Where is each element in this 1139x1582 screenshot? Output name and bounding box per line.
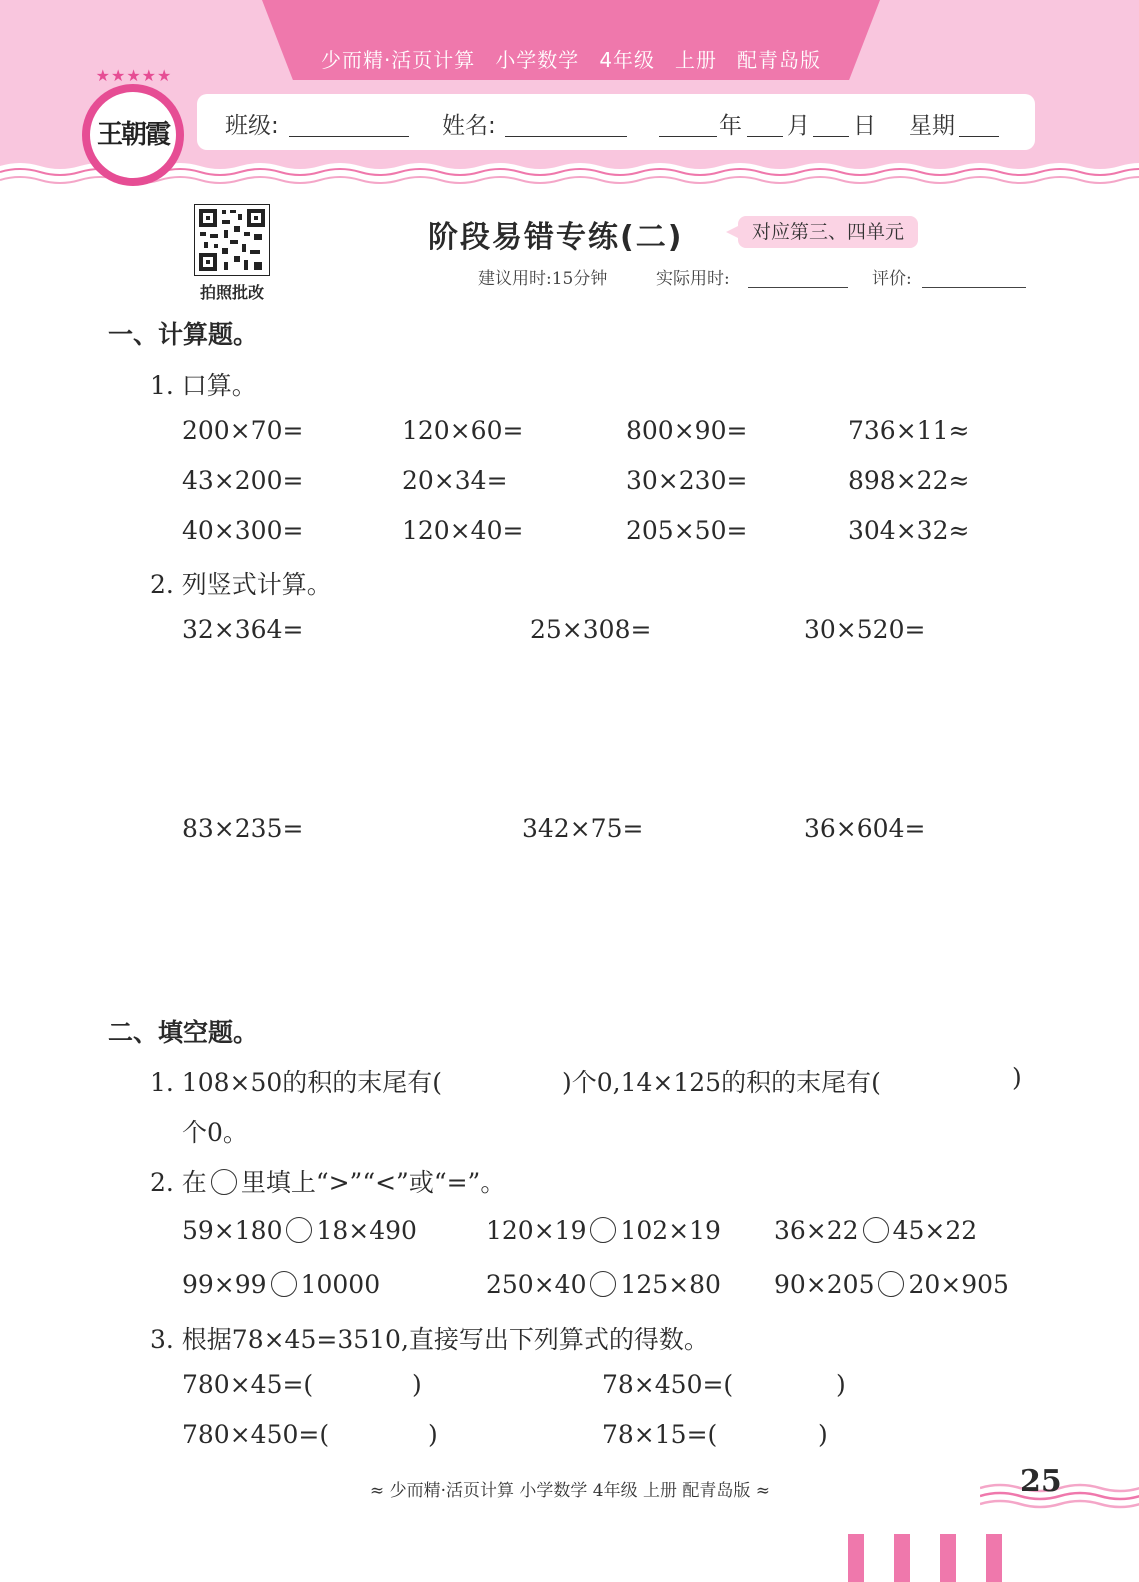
month-label: 月	[787, 113, 810, 139]
footer-stripe	[894, 1534, 910, 1582]
answer-problem: 78×15=(	[602, 1420, 718, 1449]
series-title-part: 小学数学	[495, 48, 580, 72]
fill-question-part: )	[1012, 1063, 1022, 1092]
compare-item	[774, 1216, 977, 1245]
footer-text: ≈ 少而精·活页计算 小学数学 4年级 上册 配青岛版 ≈	[369, 1481, 771, 1501]
compare-right: 45×22	[892, 1216, 978, 1245]
vertical-calc-problem: 30×520=	[804, 615, 926, 644]
week-field[interactable]	[959, 136, 999, 137]
series-title	[262, 44, 880, 73]
answer-close-paren: )	[836, 1370, 846, 1399]
answer-close-paren: )	[818, 1420, 828, 1449]
compare-item	[774, 1270, 1009, 1299]
series-title-part: 4年级	[599, 48, 656, 72]
footer-stripe	[986, 1534, 1002, 1582]
name-field[interactable]	[505, 136, 627, 137]
actual-time-field[interactable]	[748, 287, 848, 288]
oral-problem: 736×11≈	[848, 416, 970, 445]
question-label-part: 里填上“>”“<”或“=”。	[240, 1168, 506, 1197]
question-label: 2. 列竖式计算。	[150, 570, 332, 599]
year-label: 年	[719, 113, 742, 139]
compare-left: 90×205	[774, 1270, 875, 1299]
week-label: 星期	[909, 113, 955, 139]
class-label: 班级:	[225, 113, 279, 139]
series-title-part: 上册	[675, 48, 718, 72]
answer-close-paren: )	[412, 1370, 422, 1399]
answer-problem: 78×450=(	[602, 1370, 734, 1399]
oral-problem: 30×230=	[626, 466, 748, 495]
compare-circle[interactable]	[863, 1217, 889, 1243]
unit-tag: 对应第三、四单元	[738, 216, 918, 248]
compare-item	[182, 1216, 417, 1245]
compare-circle[interactable]	[878, 1271, 904, 1297]
question-label	[150, 1163, 505, 1199]
footer-stripe	[940, 1534, 956, 1582]
year-field[interactable]	[659, 136, 717, 137]
section-heading: 一、计算题。	[108, 320, 259, 349]
compare-circle[interactable]	[590, 1271, 616, 1297]
section-heading: 二、填空题。	[108, 1018, 259, 1047]
oral-problem: 200×70=	[182, 416, 304, 445]
fill-question-part: 个0。	[182, 1118, 248, 1147]
vertical-calc-problem: 36×604=	[804, 814, 926, 843]
actual-time-label: 实际用时:	[656, 269, 730, 289]
compare-item	[486, 1216, 721, 1245]
rating-label: 评价:	[872, 269, 912, 289]
name-label: 姓名:	[442, 113, 496, 139]
series-title-part: 少而精·活页计算	[320, 48, 476, 72]
question-label: 1. 口算。	[150, 371, 257, 400]
compare-right: 102×19	[620, 1216, 721, 1245]
compare-circle[interactable]	[286, 1217, 312, 1243]
answer-problem: 780×45=(	[182, 1370, 314, 1399]
compare-left: 36×22	[774, 1216, 859, 1245]
oral-problem: 120×60=	[402, 416, 524, 445]
compare-right: 20×905	[908, 1270, 1009, 1299]
oral-problem: 20×34=	[402, 466, 508, 495]
student-info-box	[197, 94, 1035, 150]
compare-circle[interactable]	[271, 1271, 297, 1297]
compare-left: 120×19	[486, 1216, 587, 1245]
oral-problem: 800×90=	[626, 416, 748, 445]
compare-left: 250×40	[486, 1270, 587, 1299]
series-title-part: 配青岛版	[737, 48, 822, 72]
fill-question-part: )个0,14×125的积的末尾有(	[562, 1068, 881, 1097]
compare-left: 59×180	[182, 1216, 283, 1245]
time-info	[478, 264, 607, 289]
oral-problem: 898×22≈	[848, 466, 970, 495]
compare-item	[486, 1270, 721, 1299]
oral-problem: 40×300=	[182, 516, 304, 545]
compare-right: 125×80	[620, 1270, 721, 1299]
compare-item	[182, 1270, 380, 1299]
footer-stripe	[848, 1534, 864, 1582]
page-number: 25	[1020, 1464, 1062, 1499]
fill-question-part: 1. 108×50的积的末尾有(	[150, 1068, 443, 1097]
oral-problem: 304×32≈	[848, 516, 970, 545]
compare-left: 99×99	[182, 1270, 267, 1299]
day-label: 日	[853, 113, 876, 139]
rating-field[interactable]	[922, 287, 1026, 288]
answer-close-paren: )	[428, 1420, 438, 1449]
suggested-time: 建议用时:15分钟	[478, 269, 608, 289]
oral-problem: 43×200=	[182, 466, 304, 495]
qr-code-icon[interactable]	[194, 204, 270, 276]
compare-circle[interactable]	[590, 1217, 616, 1243]
qr-label: 拍照批改	[199, 283, 264, 302]
question-label-part: 2. 在	[150, 1168, 207, 1197]
compare-right: 10000	[300, 1270, 381, 1299]
oral-problem: 205×50=	[626, 516, 748, 545]
vertical-calc-problem: 342×75=	[522, 814, 644, 843]
vertical-calc-problem: 83×235=	[182, 814, 304, 843]
class-field[interactable]	[289, 136, 409, 137]
answer-problem: 780×450=(	[182, 1420, 330, 1449]
oral-problem: 120×40=	[402, 516, 524, 545]
vertical-calc-problem: 25×308=	[530, 615, 652, 644]
question-label: 3. 根据78×45=3510,直接写出下列算式的得数。	[150, 1325, 709, 1354]
page-title: 阶段易错专练(二)	[428, 220, 684, 255]
vertical-calc-problem: 32×364=	[182, 615, 304, 644]
brand-logo-text: 王朝霞	[96, 120, 169, 150]
day-field[interactable]	[813, 136, 849, 137]
month-field[interactable]	[747, 136, 783, 137]
circle-icon	[211, 1169, 237, 1195]
star-icons: ★★★★★	[95, 66, 173, 85]
compare-right: 18×490	[316, 1216, 417, 1245]
